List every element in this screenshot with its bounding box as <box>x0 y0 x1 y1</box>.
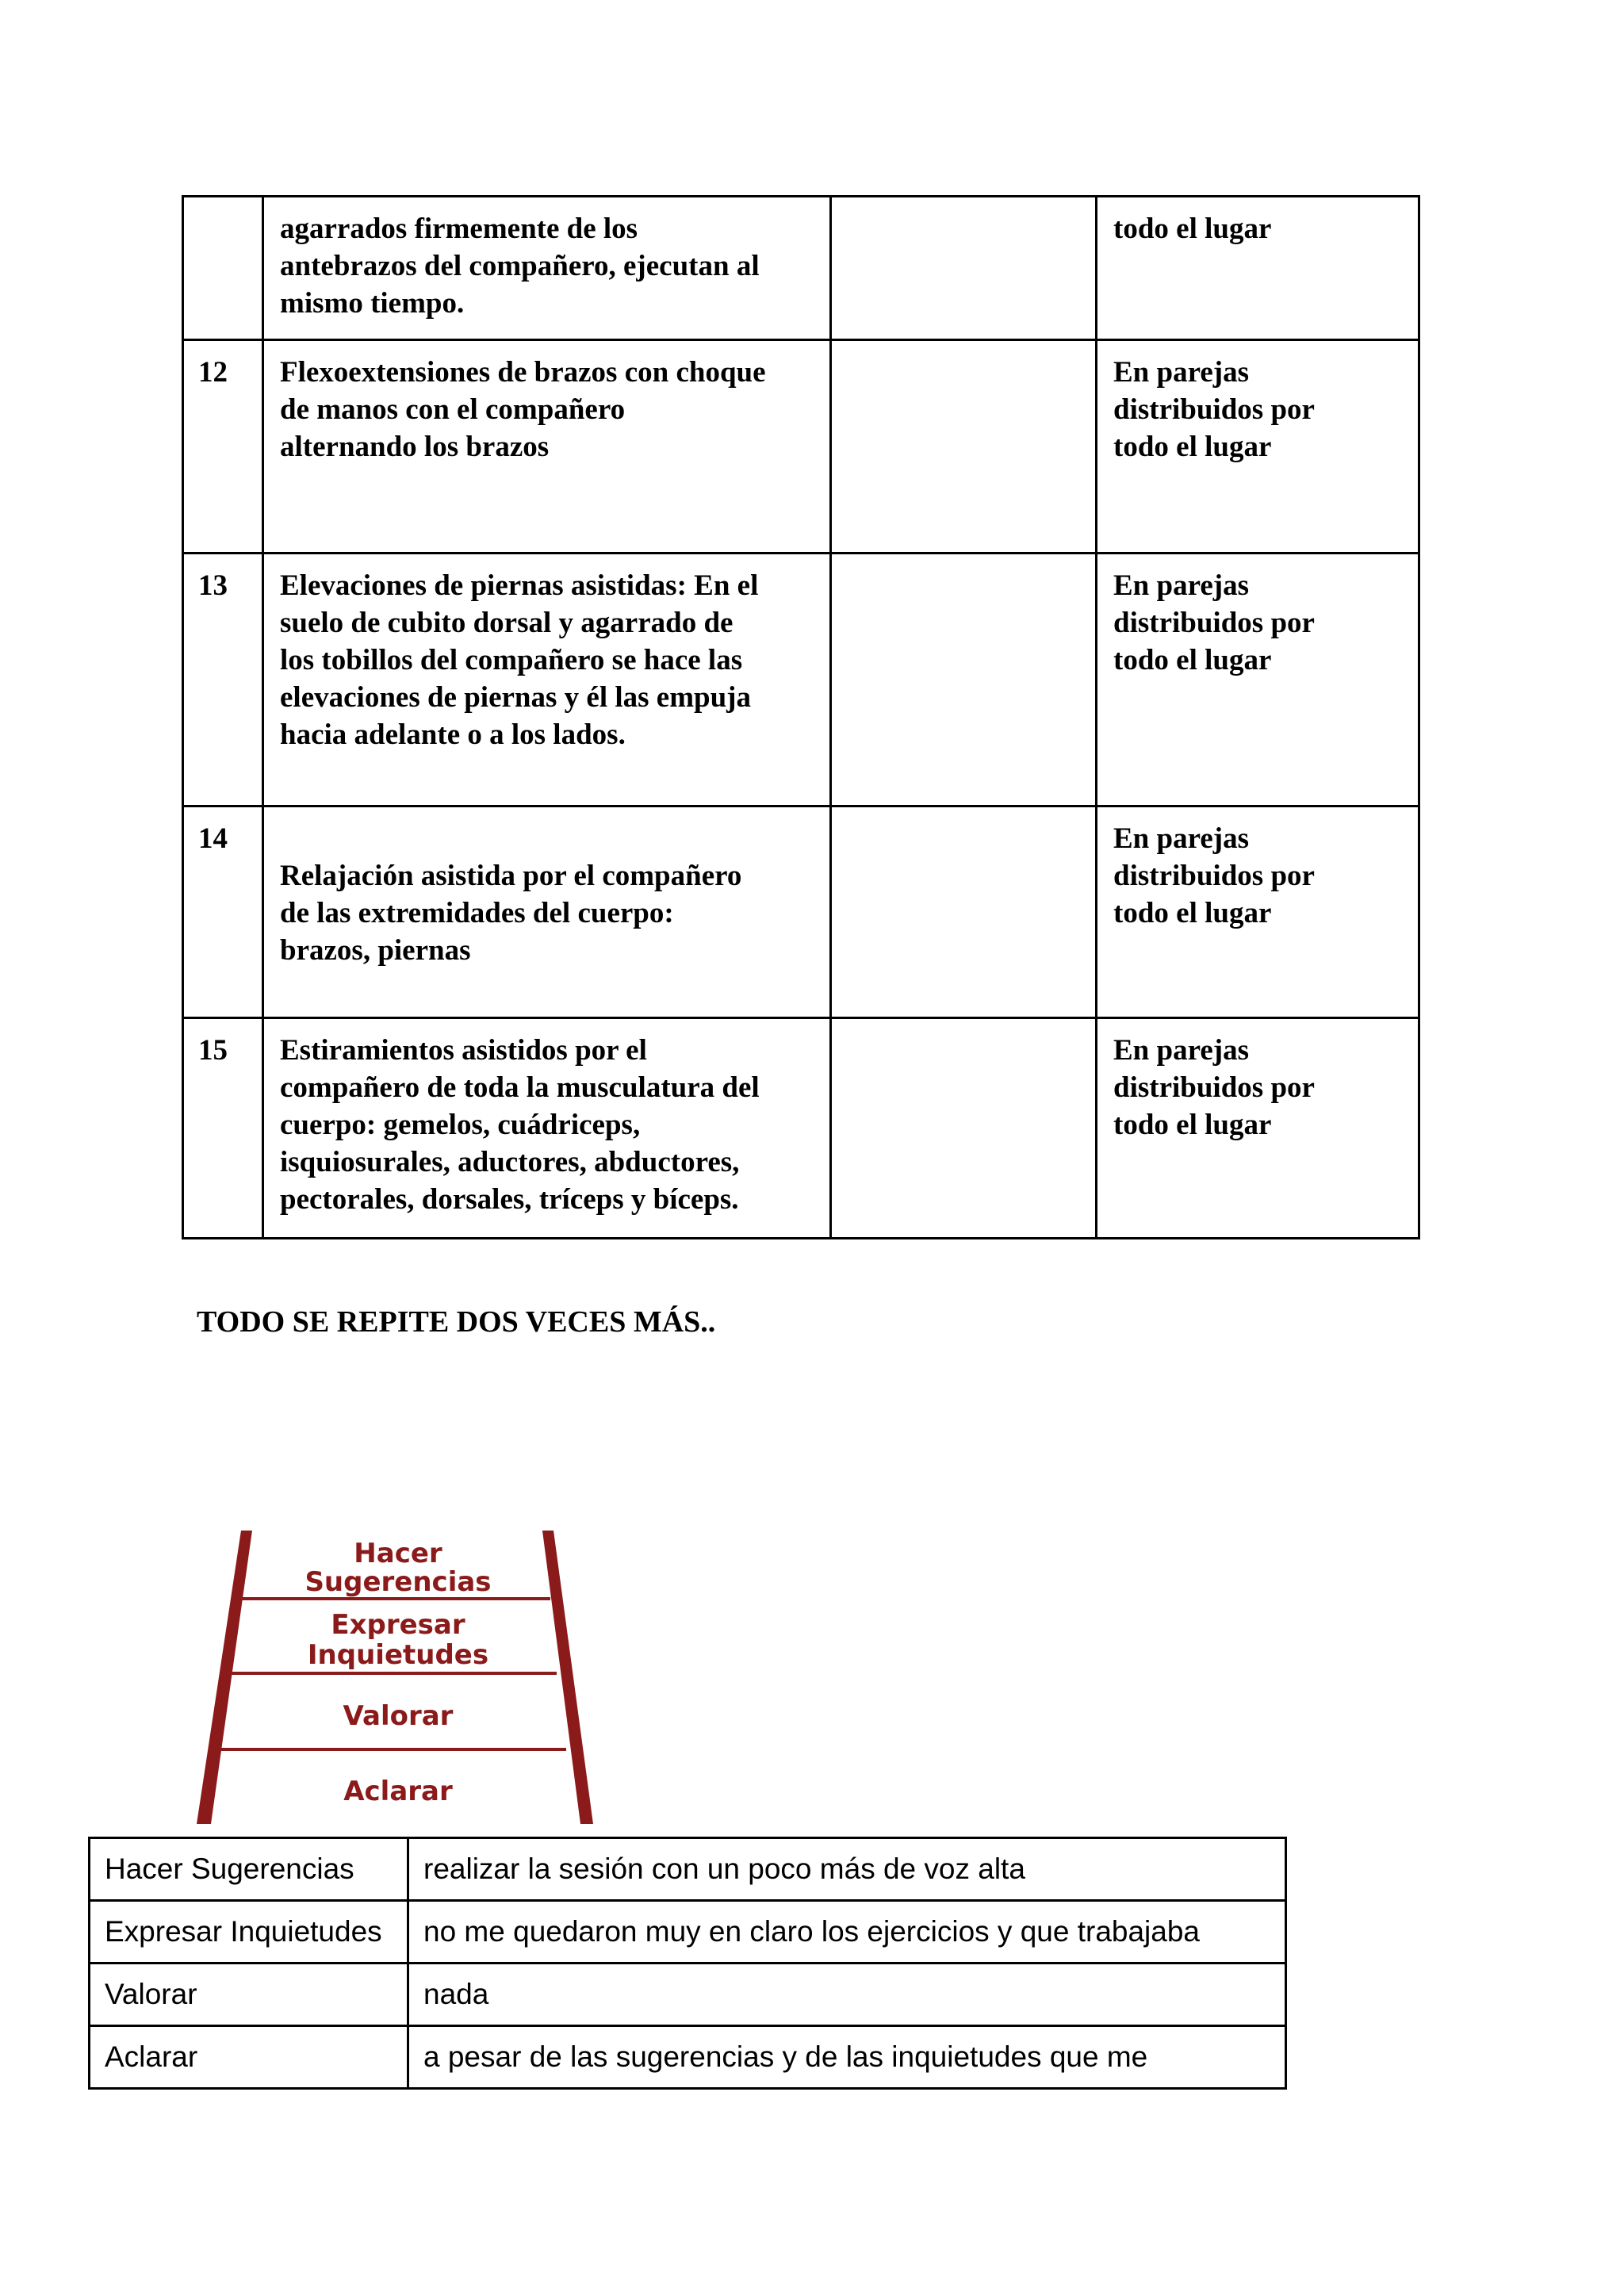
table-row <box>183 1018 1419 1239</box>
row-number: 13 <box>183 554 263 807</box>
ladder-table <box>88 1837 1287 2090</box>
ladder-step-label: Hacer <box>354 1538 442 1569</box>
row-number: 12 <box>183 340 263 554</box>
ladder-step-label: Valorar <box>343 1700 454 1732</box>
row-number: 15 <box>183 1018 263 1239</box>
exercise-description: agarrados firmemente de los antebrazos del compañero, ejecutan al mismo tiempo. <box>263 197 831 340</box>
table-row <box>183 340 1419 554</box>
ladder-step-label: Expresar <box>331 1609 465 1641</box>
ladder-right-rail <box>542 1531 593 1824</box>
ladder-rung <box>220 1748 566 1751</box>
ladder-rung <box>230 1672 557 1675</box>
row-number <box>183 197 263 340</box>
summary-text: TODO SE REPITE DOS VECES MÁS.. <box>197 1305 716 1339</box>
exercise-description: Elevaciones de piernas asistidas: En el suelo de cubito dorsal y agarrado de los tobillos del compañero se hace las elevaciones de piernas y él las empuja hacia adelante o a los lados. <box>263 554 831 807</box>
ladder-step-label: Aclarar <box>343 1776 453 1807</box>
table-row <box>90 1964 1286 2026</box>
exercise-description: Flexoextensiones de brazos con choque de manos con el compañero alternando los brazos <box>263 340 831 554</box>
exercise-description: Relajación asistida por el compañero de las extremidades del cuerpo: brazos, piernas <box>263 807 831 1018</box>
table-row <box>90 1901 1286 1964</box>
organization-cell: todo el lugar <box>1097 197 1419 340</box>
ladder-illustration <box>195 1515 599 1824</box>
organization-cell: En parejas distribuidos por todo el lugar <box>1097 1018 1419 1239</box>
organization-cell: En parejas distribuidos por todo el lugar <box>1097 554 1419 807</box>
ladder-response-cell: a pesar de las sugerencias y de las inquietudes que me <box>408 2026 1286 2089</box>
exercise-table <box>182 195 1420 1239</box>
table-row <box>90 1838 1286 1901</box>
empty-cell <box>831 807 1097 1018</box>
ladder-step-cell: Hacer Sugerencias <box>90 1838 408 1901</box>
organization-cell: En parejas distribuidos por todo el lugar <box>1097 340 1419 554</box>
ladder-response-cell: nada <box>408 1964 1286 2026</box>
ladder-step-label: Inquietudes <box>307 1639 489 1671</box>
table-row <box>183 554 1419 807</box>
ladder-step-label: Sugerencias <box>304 1566 492 1598</box>
exercise-description: Estiramientos asistidos por el compañero de toda la musculatura del cuerpo: gemelos, cuádriceps, isquiosurales, aductores, abductores, pectorales, dorsales, tríceps y bíceps. <box>263 1018 831 1239</box>
empty-cell <box>831 554 1097 807</box>
ladder-step-cell: Aclarar <box>90 2026 408 2089</box>
table-row <box>90 2026 1286 2089</box>
table-row <box>183 197 1419 340</box>
organization-cell: En parejas distribuidos por todo el lugar <box>1097 807 1419 1018</box>
ladder-left-rail <box>197 1531 252 1824</box>
ladder-step-cell: Valorar <box>90 1964 408 2026</box>
ladder-step-cell: Expresar Inquietudes <box>90 1901 408 1964</box>
empty-cell <box>831 197 1097 340</box>
ladder-response-cell: realizar la sesión con un poco más de voz alta <box>408 1838 1286 1901</box>
row-number: 14 <box>183 807 263 1018</box>
empty-cell <box>831 1018 1097 1239</box>
empty-cell <box>831 340 1097 554</box>
table-row <box>183 807 1419 1018</box>
ladder-response-cell: no me quedaron muy en claro los ejercicios y que trabajaba <box>408 1901 1286 1964</box>
